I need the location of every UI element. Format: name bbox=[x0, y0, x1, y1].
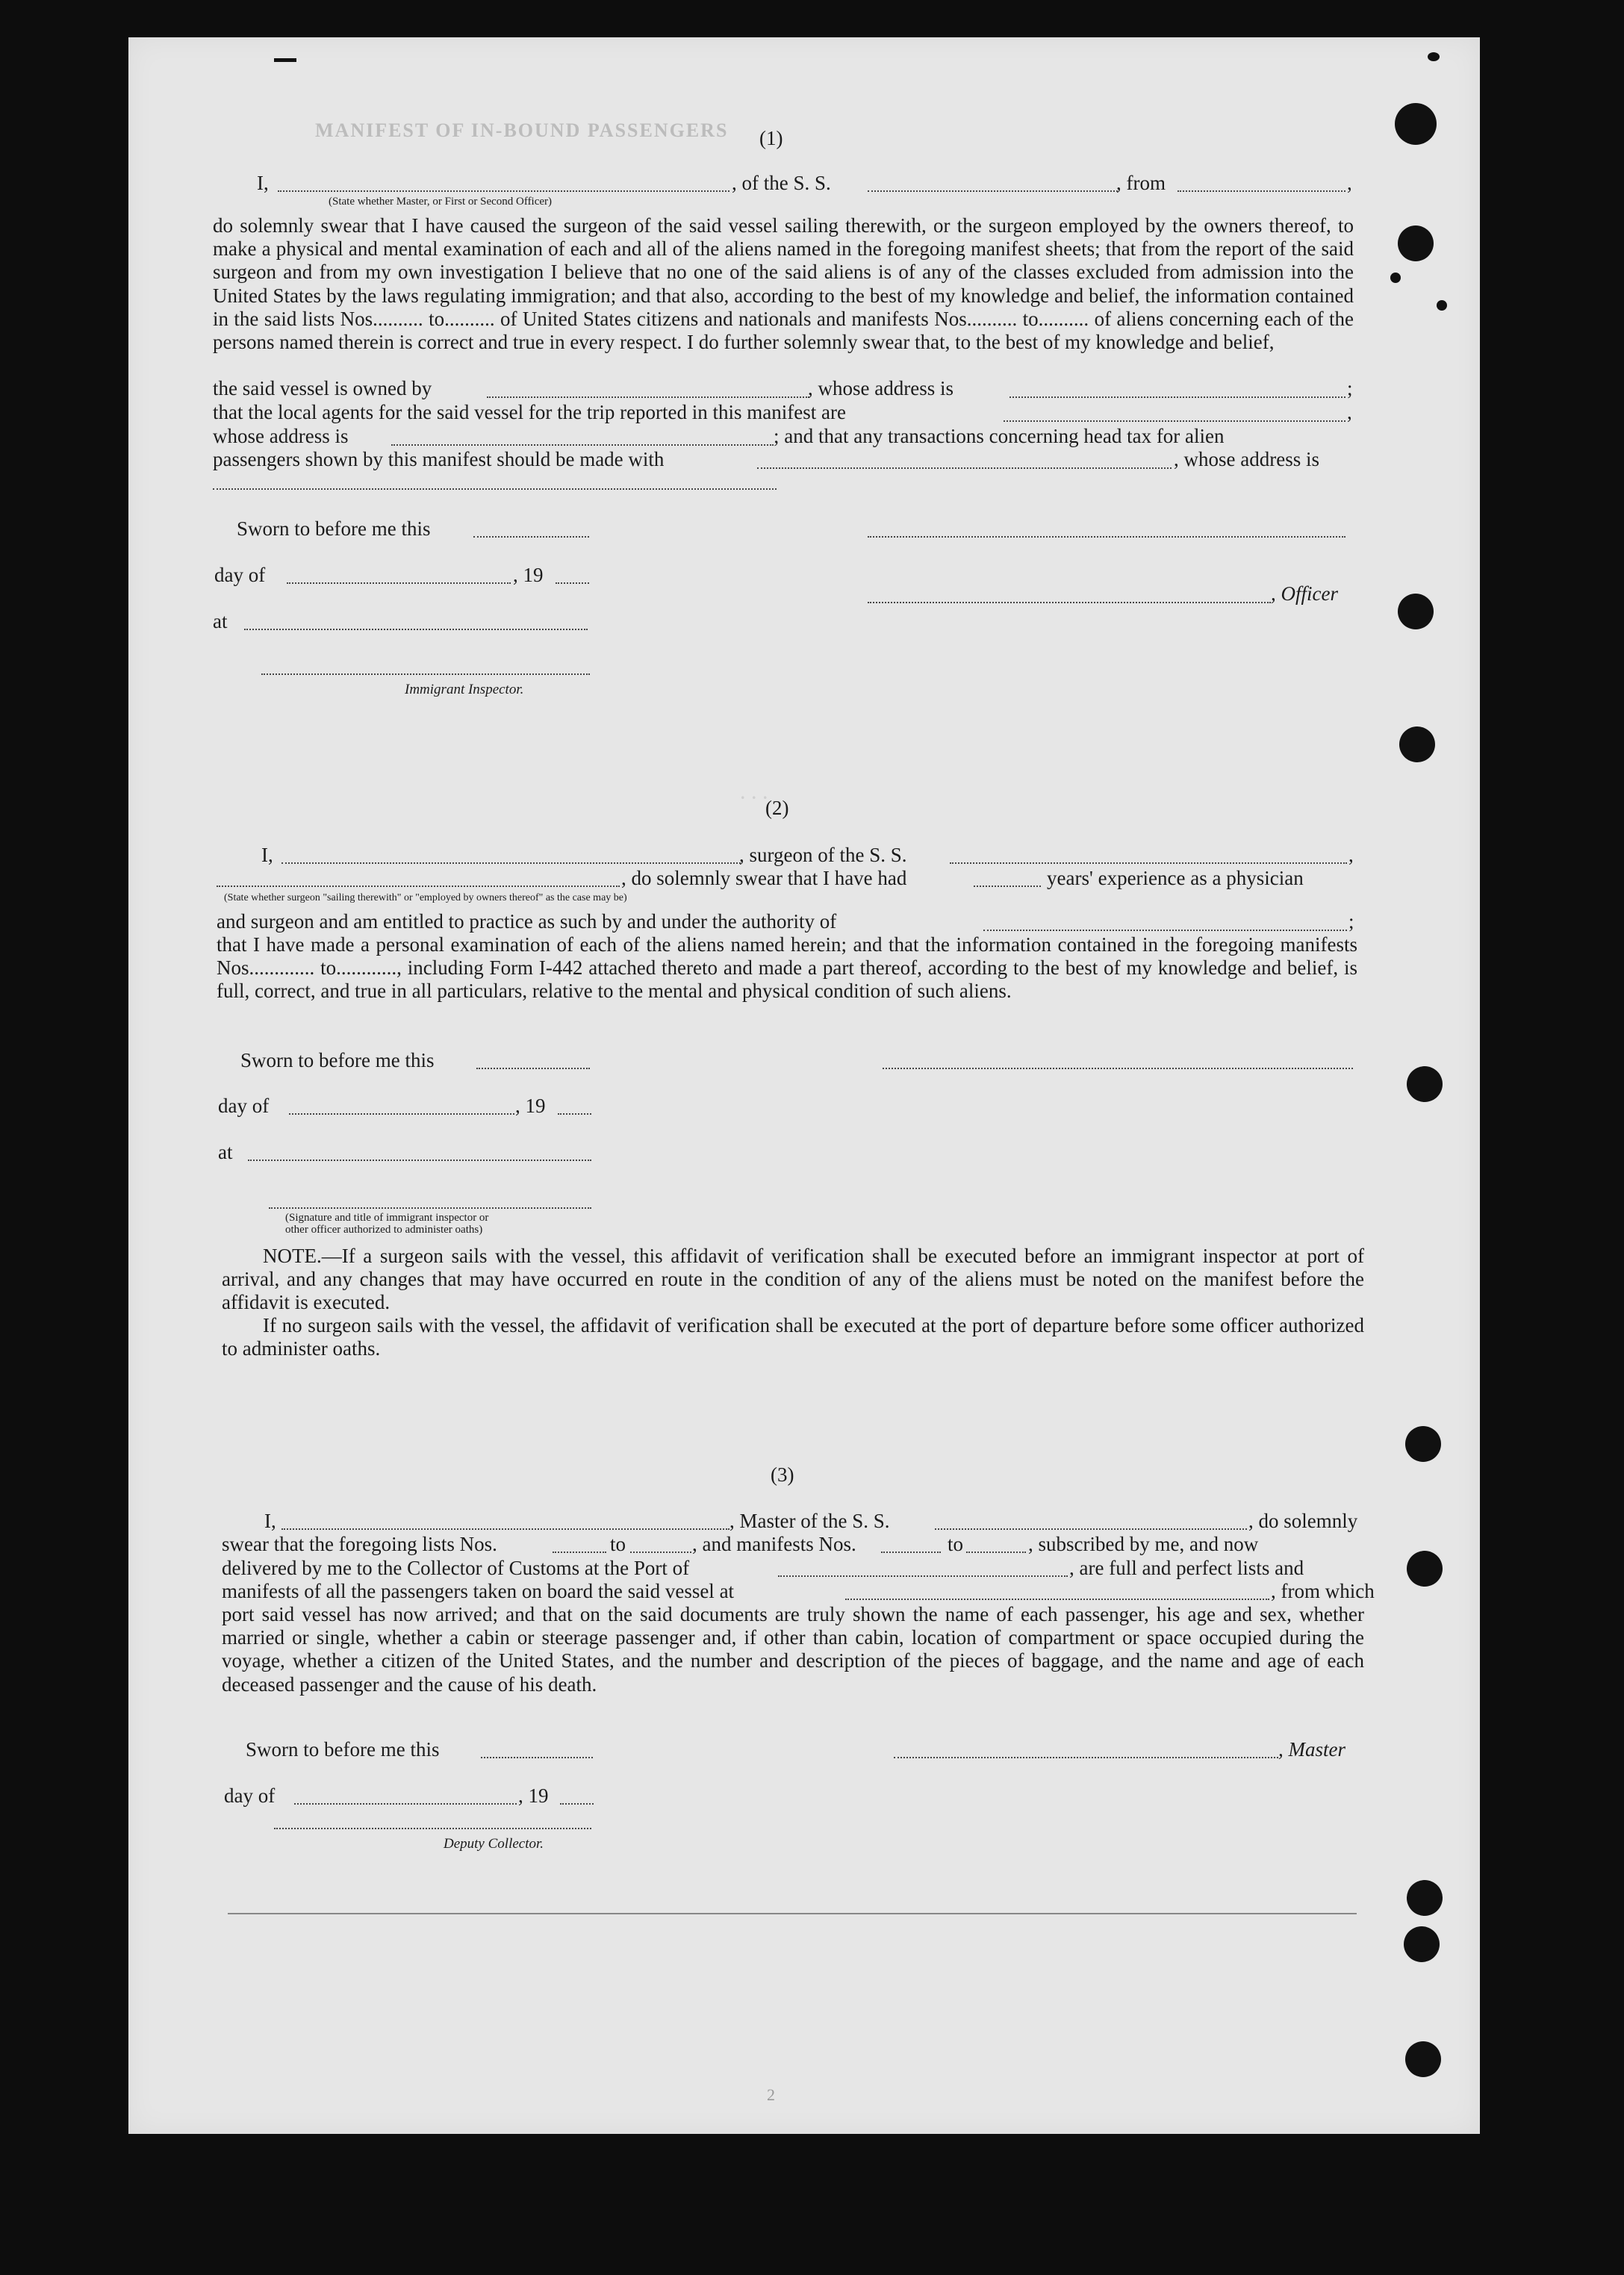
sworn-date-blank-1[interactable] bbox=[473, 536, 589, 538]
master-of-label: , Master of the S. S. bbox=[729, 1510, 890, 1532]
sworn-label-3: Sworn to before me this bbox=[246, 1738, 440, 1761]
semicolon: ; bbox=[1347, 377, 1353, 399]
deputy-signature-blank[interactable] bbox=[274, 1828, 591, 1829]
whose-address-is-2: , whose address is bbox=[1174, 448, 1319, 470]
to-label-1: to bbox=[610, 1533, 626, 1555]
master-label: , Master bbox=[1278, 1738, 1345, 1761]
officer-signature-blank[interactable] bbox=[868, 602, 1271, 603]
master-name-blank[interactable] bbox=[278, 190, 729, 192]
lists-to-blank[interactable] bbox=[630, 1552, 691, 1553]
day-of-label-3: day of bbox=[224, 1784, 276, 1807]
bleed-through-text: MANIFEST OF IN-BOUND PASSENGERS bbox=[315, 119, 729, 141]
passengers-text: passengers shown by this manifest should be made with bbox=[213, 448, 665, 470]
section-1-number: (1) bbox=[759, 127, 783, 149]
year-label-1: , 19 bbox=[513, 564, 544, 586]
note-text-2: If no surgeon sails with the vessel, the affidavit of verification shall be executed at the port of departure before some officer authorized to administer oaths. bbox=[222, 1314, 1364, 1360]
manifest-page bbox=[128, 37, 1480, 2134]
year-label-2: , 19 bbox=[515, 1095, 546, 1117]
surgeon-vessel-blank[interactable] bbox=[950, 862, 1347, 864]
comma: , bbox=[1347, 401, 1352, 423]
head-tax-address-blank[interactable] bbox=[213, 488, 777, 490]
section-3-vessel-blank[interactable] bbox=[935, 1528, 1247, 1530]
embarkation-port-blank[interactable] bbox=[845, 1599, 1269, 1600]
day-of-label-1: day of bbox=[214, 564, 266, 586]
from-label: , from bbox=[1116, 172, 1166, 194]
line-end-comma: , bbox=[1347, 172, 1352, 194]
owned-by-label: the said vessel is owned by bbox=[213, 377, 432, 399]
signature-caption-1: (Signature and title of immigrant inspector or bbox=[285, 1212, 489, 1224]
inspector-caption: Immigrant Inspector. bbox=[405, 682, 524, 697]
subscribed-label: , subscribed by me, and now bbox=[1028, 1533, 1259, 1555]
years-experience-text: years' experience as a physician bbox=[1047, 867, 1304, 889]
punch-hole bbox=[1395, 103, 1437, 145]
administering-officer-blank[interactable] bbox=[269, 1207, 591, 1209]
owner-blank[interactable] bbox=[487, 396, 809, 398]
ink-speck bbox=[274, 58, 296, 62]
sworn-label-2: Sworn to before me this bbox=[240, 1049, 435, 1071]
sworn-date-blank-2[interactable] bbox=[476, 1068, 590, 1069]
punch-hole bbox=[1405, 1426, 1441, 1462]
section-2-i: I, bbox=[261, 844, 273, 866]
section-3-number: (3) bbox=[771, 1463, 794, 1486]
footer-mark: 2 bbox=[767, 2085, 775, 2104]
section-1-body: do solemnly swear that I have caused the surgeon of the said vessel sailing therewith, or the surgeon employed by the owners thereof, to make a physical and mental examination of each and all of the aliens named in the foregoing manifest sheets; that from the report of the said surgeon and from my own investigation I believe that no one of the said aliens is of any of the classes excluded from admission into the United States by the laws regulating immigration; and that also, according to the best of my knowledge and belief, the information contained in the said lists Nos.......... to.......... of United States citizens and nationals and manifests Nos.......... to.......... of aliens concerning each of the persons named therein is correct and true in every respect. I do further solemnly swear that, to the best of my knowledge and belief, bbox=[213, 214, 1354, 354]
delivered-label: delivered by me to the Collector of Customs at the Port of bbox=[222, 1557, 690, 1579]
section-1-i: I, bbox=[257, 172, 269, 194]
head-tax-text: ; and that any transactions concerning head tax for alien bbox=[774, 425, 1225, 447]
officer-signature-top-blank[interactable] bbox=[868, 536, 1345, 538]
surgeon-name-blank[interactable] bbox=[281, 862, 741, 864]
bleed-through-text: . . . bbox=[741, 784, 769, 803]
month-blank-2[interactable] bbox=[289, 1113, 514, 1115]
authority-semicolon: ; bbox=[1348, 910, 1354, 933]
year-blank-1[interactable] bbox=[556, 582, 589, 584]
note-text: NOTE.—If a surgeon sails with the vessel, this affidavit of verification shall be executed before an immigrant inspector at port of arrival, and any changes that may have occurred en route in the condition of any of the aliens must be noted on the manifest before the affidavit is executed. bbox=[222, 1245, 1364, 1314]
bottom-rule bbox=[228, 1913, 1357, 1914]
punch-hole bbox=[1405, 2041, 1441, 2077]
section-3-i: I, bbox=[264, 1510, 276, 1532]
agents-blank[interactable] bbox=[1004, 420, 1345, 422]
at-label-2: at bbox=[218, 1141, 233, 1163]
whose-address-is-label: whose address is bbox=[213, 425, 349, 447]
punch-hole bbox=[1407, 1551, 1443, 1587]
full-perfect-label: , are full and perfect lists and bbox=[1069, 1557, 1304, 1579]
section-2-comma: , bbox=[1348, 844, 1354, 866]
section-2-number: (2) bbox=[765, 797, 789, 819]
master-signature-blank[interactable] bbox=[894, 1757, 1278, 1758]
year-blank-3[interactable] bbox=[560, 1803, 594, 1805]
section-3-master-blank[interactable] bbox=[281, 1528, 729, 1530]
punch-hole bbox=[1407, 1880, 1443, 1916]
state-caption: (State whether Master, or First or Second Officer) bbox=[329, 196, 553, 208]
punch-hole bbox=[1407, 1066, 1443, 1102]
day-of-label-2: day of bbox=[218, 1095, 270, 1117]
authority-blank[interactable] bbox=[983, 930, 1347, 931]
local-agents-label: that the local agents for the said vessel for the trip reported in this manifest are bbox=[213, 401, 846, 423]
ink-speck bbox=[1390, 273, 1401, 283]
head-tax-agent-blank[interactable] bbox=[757, 467, 1172, 469]
from-which-label: , from which bbox=[1271, 1580, 1375, 1602]
sworn-date-blank-3[interactable] bbox=[481, 1757, 593, 1758]
surgeon-of-label: , surgeon of the S. S. bbox=[739, 844, 907, 866]
agents-address-blank[interactable] bbox=[391, 444, 774, 446]
at-place-blank-1[interactable] bbox=[244, 629, 588, 630]
month-blank-1[interactable] bbox=[287, 582, 511, 584]
lists-from-blank[interactable] bbox=[553, 1552, 606, 1553]
deputy-collector-caption: Deputy Collector. bbox=[444, 1836, 544, 1852]
years-experience-blank[interactable] bbox=[974, 886, 1041, 887]
punch-hole bbox=[1398, 225, 1434, 261]
month-blank-3[interactable] bbox=[294, 1803, 517, 1805]
from-port-blank[interactable] bbox=[1177, 190, 1345, 192]
officer-label: , Officer bbox=[1271, 582, 1338, 605]
signature-caption-2: other officer authorized to administer oaths) bbox=[285, 1224, 483, 1236]
manifests-of-label: manifests of all the passengers taken on board the said vessel at bbox=[222, 1580, 735, 1602]
to-label-2: to bbox=[948, 1533, 964, 1555]
manifests-to-blank[interactable] bbox=[966, 1552, 1026, 1553]
manifests-from-blank[interactable] bbox=[881, 1552, 941, 1553]
punch-hole bbox=[1404, 1926, 1440, 1962]
surgeon-type-caption: (State whether surgeon "sailing therewith" or "employed by owners thereof" as the case may be) bbox=[224, 892, 627, 903]
inspector-signature-blank[interactable] bbox=[261, 673, 590, 675]
sworn-label-1: Sworn to before me this bbox=[237, 517, 431, 540]
section-3-body: port said vessel has now arrived; and that on the said documents are truly shown the name of each passenger, his age and sex, whether married or single, whether a cabin or steerage passenger and, if other than cabin, location of compartment or space occupied during the voyage, whether a citizen of the United States, and the number and description of the pieces of baggage, and the name and age of each deceased passenger and the cause of his death. bbox=[222, 1603, 1364, 1696]
year-blank-2[interactable] bbox=[558, 1113, 591, 1115]
and-manifests-label: , and manifests Nos. bbox=[692, 1533, 856, 1555]
year-label-3: , 19 bbox=[518, 1784, 549, 1807]
section-2-body: that I have made a personal examination of each of the aliens named herein; and that the information contained in the foregoing manifests Nos............. to............, including Form I-442 attached thereto and made a part thereof, according to the best of my knowledge and belief, is full, correct, and true in all particulars, relative to the mental and physical condition of such aliens. bbox=[217, 933, 1357, 1003]
whose-address-label: , whose address is bbox=[808, 377, 953, 399]
at-label-1: at bbox=[213, 610, 228, 632]
surgeon-type-blank[interactable] bbox=[217, 886, 620, 887]
punch-hole bbox=[1398, 594, 1434, 629]
punch-hole bbox=[1399, 726, 1435, 762]
port-blank[interactable] bbox=[778, 1575, 1068, 1577]
authority-text: and surgeon and am entitled to practice as such by and under the authority of bbox=[217, 910, 837, 933]
of-ss-label: , of the S. S. bbox=[732, 172, 831, 194]
ink-speck bbox=[1428, 52, 1440, 61]
do-solemnly-label: , do solemnly bbox=[1248, 1510, 1358, 1532]
ink-speck bbox=[1437, 300, 1447, 311]
swear-lists-label: swear that the foregoing lists Nos. bbox=[222, 1533, 497, 1555]
surgeon-signature-blank[interactable] bbox=[883, 1068, 1353, 1069]
vessel-name-blank[interactable] bbox=[868, 190, 1118, 192]
owner-address-blank[interactable] bbox=[1009, 396, 1345, 398]
solemnly-swear-text: , do solemnly swear that I have had bbox=[621, 867, 907, 889]
at-place-blank-2[interactable] bbox=[248, 1160, 591, 1161]
